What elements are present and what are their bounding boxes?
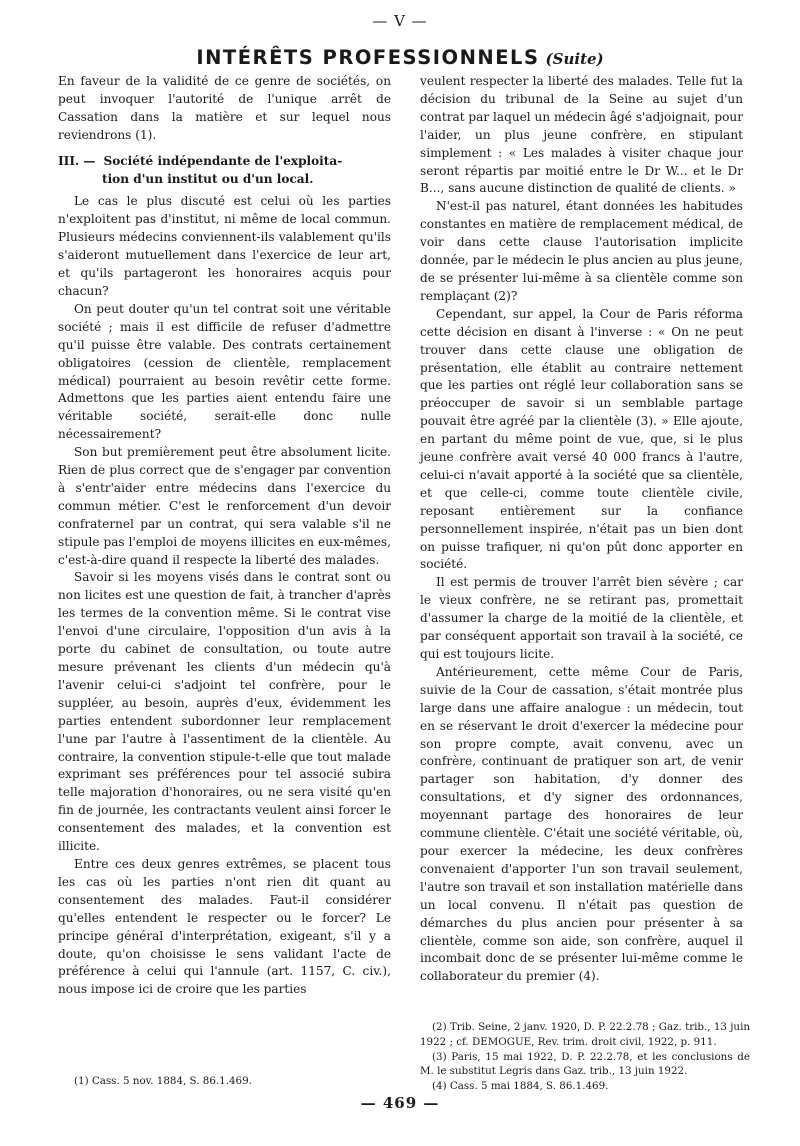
footnote-3: (3) Paris, 15 mai 1922, D. P. 22.2.78, et les conclusions de M. le substitut Legris dans Gaz. trib., 13 juin 1922. <box>420 1050 750 1078</box>
intro-paragraph: En faveur de la validité de ce genre de sociétés, on peut invoquer l'autorité de l'unique arrêt de Cassation dans la matière et sur lequel nous reviendrons (1). <box>58 74 391 142</box>
section-heading-line1: Société indépendante de l'exploita- <box>103 153 343 168</box>
title-text: INTÉRÊTS PROFESSIONNELS <box>196 46 540 69</box>
page-number: — 469 — <box>360 1094 440 1112</box>
footnote-4: (4) Cass. 5 mai 1884, S. 86.1.469. <box>432 1080 609 1093</box>
page-title <box>0 46 800 69</box>
left-paragraph-4: Savoir si les moyens visés dans le contrat sont ou non licites est une question de fait, à trancher d'après les termes de la convention même. Si le contrat vise l'envoi d'une circulaire, l'opposition d'un avis à la porte du cabinet de consultation, ou toute autre mesure prévenant les clients d'un médecin qu'à l'avenir celui-ci s'adjoint tel confrère, pour le suppléer, au besoin, auprès d'eux, évidemment les parties entendent subordonner leur remplacement l'une par l'autre à l'assentiment de la clientèle. Au contraire, la convention stipule-t-elle que tout malade exprimant ses préférences pour tel associé subira telle majoration d'honoraires, ou ne sera visité qu'en fin de journée, les contractants veulent ainsi forcer le consentement des malades, et la convention est illicite. <box>58 570 391 854</box>
right-paragraph-5: Antérieurement, cette même Cour de Paris, suivie de la Cour de cassation, s'était montrée plus large dans une affaire analogue : un médecin, tout en se réservant le droit d'exercer la médecine pour son propre compte, avait convenu, avec un confrère, continuant de pratiquer son art, de venir partager son habitation, d'y donner des consultations, et d'y signer des ordonnances, moyennant partage des honoraires de leur commune clientèle. C'était une société véritable, où, pour exercer la médecine, les deux confrères convenaient d'apporter l'un son travail seulement, l'autre son travail et son installation matérielle dans un local convenu. Il n'était pas question de démarches du plus ancien pour présenter à sa clientèle, comme son aide, son confrère, auquel il incombait donc de se présenter lui-même comme le collaborateur du premier (4). <box>420 664 743 984</box>
section-number: III. — <box>58 153 96 168</box>
right-paragraph-2: N'est-il pas naturel, étant données les habitudes constantes en matière de remplacement médical, de voir dans cette clause l'autorisation implicite donnée, par le médecin le plus ancien au plus jeune, de se présenter lui-même à sa clientèle comme son remplaçant (2)? <box>420 199 743 303</box>
section-heading-line2: tion d'un institut ou d'un local. <box>102 171 314 186</box>
left-paragraph-5: Entre ces deux genres extrêmes, se placent tous les cas où les parties n'ont rien dit quant au consentement des malades. Faut-il considérer qu'elles entendent le respecter ou le forcer? Le principe général d'interprétation, exigeant, s'il y a doute, qu'on choisisse le sens validant l'acte de préférence à celui qui l'annule (art. 1157, C. civ.), nous impose ici de croire que les parties <box>58 856 391 997</box>
footnotes-right <box>420 1020 750 1094</box>
right-column <box>420 73 743 986</box>
left-paragraph-2: On peut douter qu'un tel contrat soit une véritable société ; mais il est difficile de refuser d'admettre qu'il puisse être valable. Des contrats certainement obligatoires (cession de clientèle, remplacement médical) pourraient au besoin revêtir cette forme. Admettons que les parties aient entendu faire une véritable société, serait-elle donc nulle nécessairement? <box>58 301 391 442</box>
right-paragraph-4: Il est permis de trouver l'arrêt bien sévère ; car le vieux confrère, ne se retirant pas, promettait d'assumer la charge de la moitié de la clientèle, et par conséquent apportait son travail à la société, ce qui est toujours licite. <box>420 575 743 661</box>
footnote-1: (1) Cass. 5 nov. 1884, S. 86.1.469. <box>74 1075 252 1087</box>
left-paragraph-3: Son but premièrement peut être absolument licite. Rien de plus correct que de s'engager par convention à s'entr'aider entre médecins dans l'exercice du commun métier. C'est le renforcement d'un devoir confraternel par un contrat, qui sera valable s'il ne stipule pas l'emploi de moyens illicites en eux-mêmes, c'est-à-dire quand il respecte la liberté des malades. <box>58 445 391 567</box>
right-paragraph-3: Cependant, sur appel, la Cour de Paris réforma cette décision en disant à l'inverse : « On ne peut trouver dans cette clause une obligation de présentation, elle établit au contraire nettement que les parties ont réglé leur collaboration sans se préoccuper de savoir si un semblable partage pouvait être agréé par la clientèle (3). » Elle ajoute, en partant du même point de vue, que, si le plus jeune confrère avait versé 40 000 francs à l'autre, celui-ci n'avait apporté à la société que sa clientèle, et que celle-ci, comme toute clientèle civile, reposant entièrement sur la confiance personnellement inspirée, n'était pas un bien dont on puisse trafiquer, ni qu'on pût donc apporter en société. <box>420 306 743 572</box>
right-paragraph-1: veulent respecter la liberté des malades. Telle fut la décision du tribunal de la Seine au sujet d'un contrat par laquel un médecin âgé s'adjoignait, pour l'aider, un plus jeune confrère, en stipulant simplement : « Les malades à visiter chaque jour seront répartis par moitié entre le Dr W... et le Dr B..., sans aucune distinction de qualité de clients. » <box>420 74 743 196</box>
left-paragraph-1: Le cas le plus discuté est celui où les parties n'exploitent pas d'institut, ni même de local commun. Plusieurs médecins conviennent-ils valablement qu'ils s'aideront mutuellement dans l'exercice de leur art, et qu'ils partageront les honoraires acquis pour chacun? <box>58 194 391 298</box>
left-column <box>58 73 391 999</box>
section-heading <box>58 153 391 189</box>
section-folio: — V — <box>372 12 428 30</box>
footnote-2: (2) Trib. Seine, 2 janv. 1920, D. P. 22.2.78 ; Gaz. trib., 13 juin 1922 ; cf. DEMOGUE, Rev. trim. droit civil, 1922, p. 911. <box>420 1021 750 1048</box>
title-suffix: (Suite) <box>545 50 604 68</box>
